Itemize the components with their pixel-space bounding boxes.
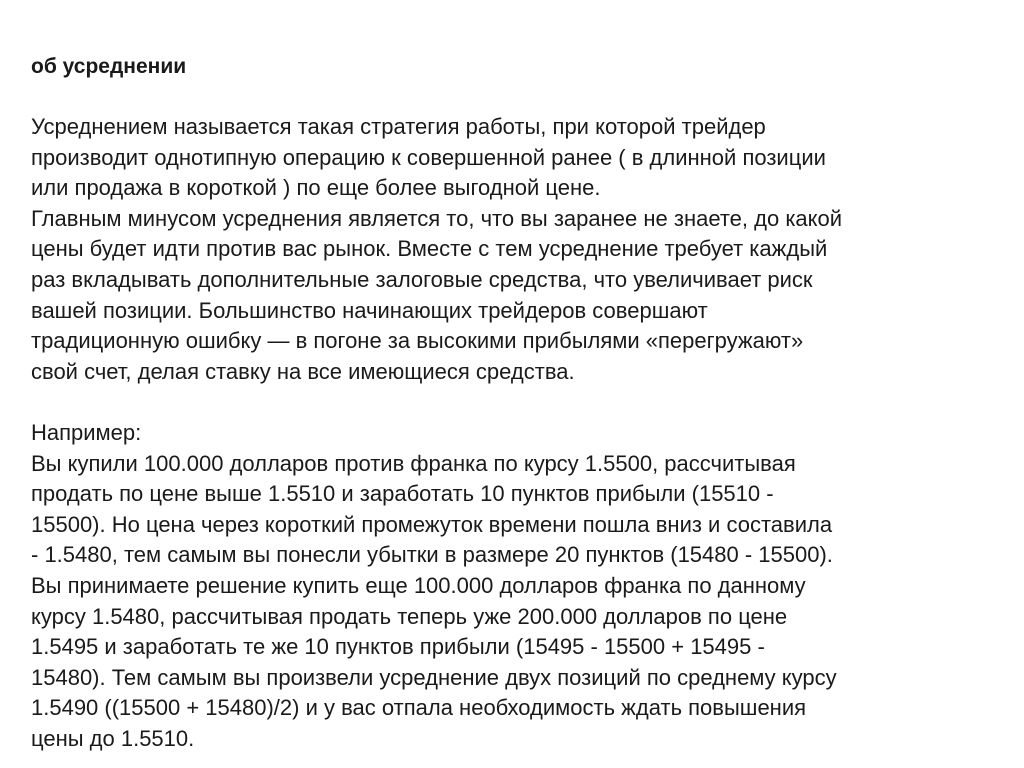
text-line: производит однотипную операцию к совершенной ранее ( в длинной позиции [31, 144, 826, 170]
page-title: об усреднении [31, 55, 187, 78]
text-line: 1.5495 и заработать те же 10 пунктов прибыли (15495 - 15500 + 15495 - [31, 634, 765, 660]
text-line: Вы принимаете решение купить еще 100.000 долларов франка по данному [31, 572, 806, 598]
downside-paragraph [31, 204, 991, 388]
example-label: Например: [31, 419, 142, 445]
definition-paragraph [31, 112, 991, 204]
document-page [31, 52, 991, 754]
text-line: или продажа в короткой ) по еще более выгодной цене. [31, 175, 601, 201]
text-line: свой счет, делая ставку на все имеющиеся средства. [31, 358, 575, 384]
text-line: цены будет идти против вас рынок. Вместе с тем усреднение требует каждый [31, 236, 828, 262]
paragraph-spacer [31, 387, 991, 418]
text-line: традиционную ошибку — в погоне за высокими прибылями «перегружают» [31, 328, 804, 354]
text-line: продать по цене выше 1.5510 и заработать 10 пунктов прибыли (15510 - [31, 481, 774, 507]
text-line: Главным минусом усреднения является то, что вы заранее не знаете, до какой [31, 205, 843, 231]
text-line: Усреднением называется такая стратегия работы, при которой трейдер [31, 114, 766, 139]
text-line: курсу 1.5480, рассчитывая продать теперь уже 200.000 долларов по цене [31, 603, 788, 629]
text-line: раз вкладывать дополнительные залоговые средства, что увеличивает риск [31, 266, 813, 292]
text-line: вашей позиции. Большинство начинающих трейдеров совершают [31, 297, 708, 323]
text-line: 15480). Тем самым вы произвели усреднение двух позиций по среднему курсу [31, 664, 837, 690]
text-line: 15500). Но цена через короткий промежуток времени пошла вниз и составила [31, 511, 833, 537]
text-line: - 1.5480, тем самым вы понесли убытки в размере 20 пунктов (15480 - 15500). [31, 542, 833, 568]
example-paragraph [31, 449, 991, 755]
text-line: 1.5490 ((15500 + 15480)/2) и у вас отпала необходимость ждать повышения [31, 695, 807, 721]
text-line: Вы купили 100.000 долларов против франка по курсу 1.5500, рассчитывая [31, 450, 796, 476]
text-line: цены до 1.5510. [31, 725, 195, 751]
